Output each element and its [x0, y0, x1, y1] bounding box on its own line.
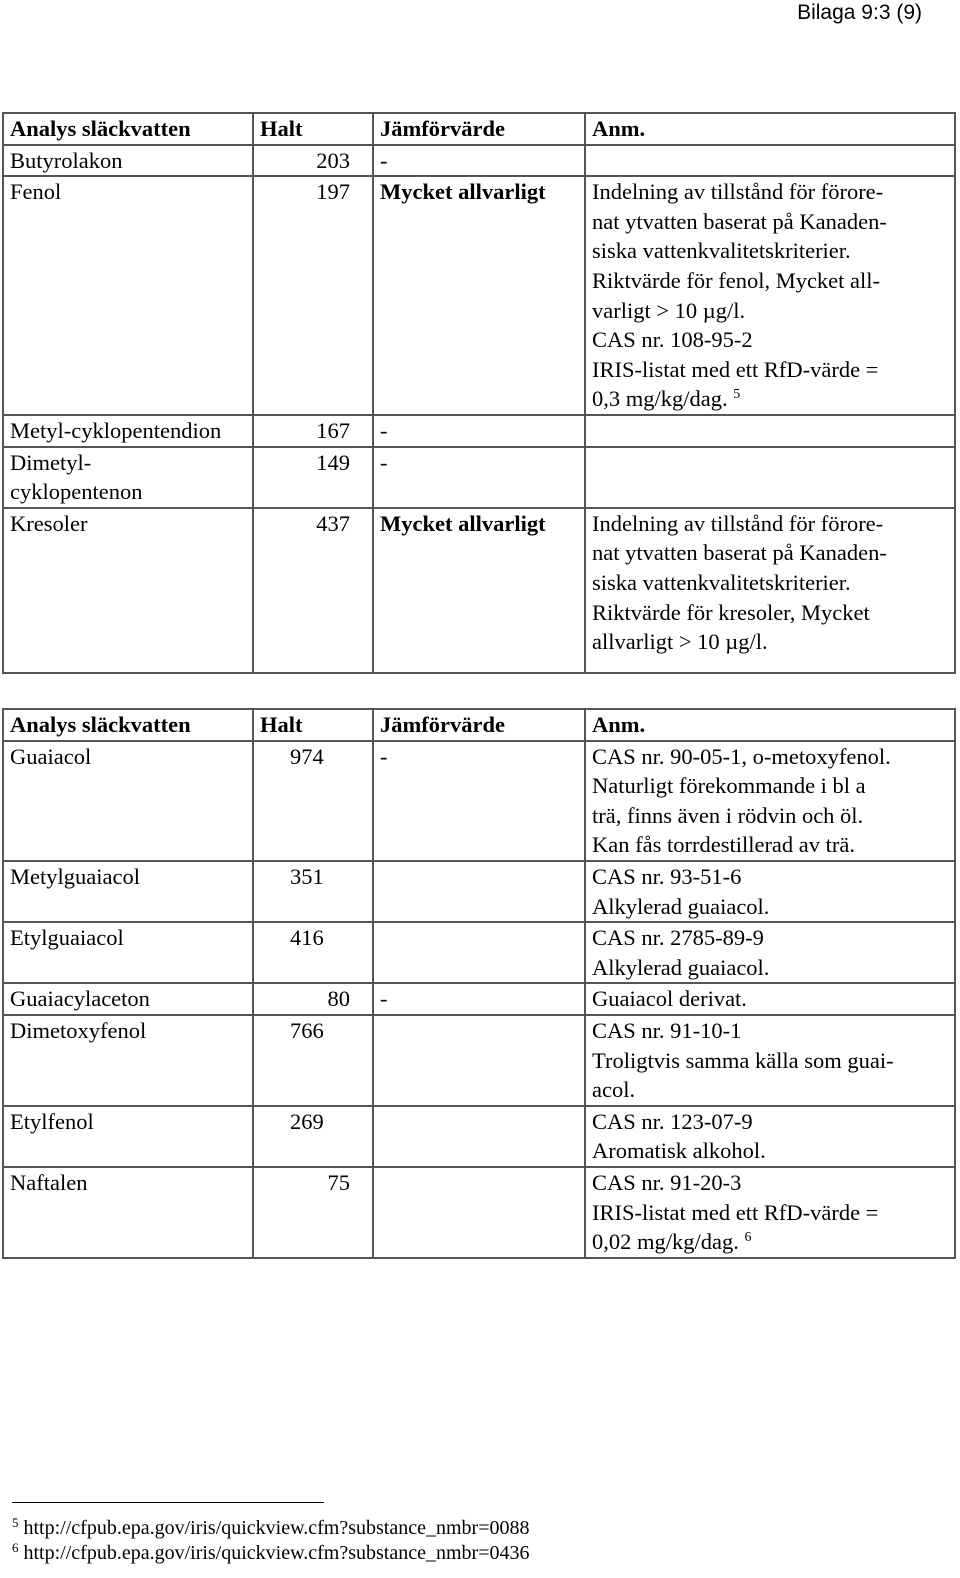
header-anm: Anm. [585, 113, 955, 145]
anm-line: Alkylerad guaiacol. [592, 954, 770, 980]
table-row [3, 508, 955, 673]
jamforvarde-cell [373, 1167, 585, 1258]
table-row [3, 447, 955, 508]
analys-cell: Fenol [3, 176, 253, 415]
anm-line: CAS nr. 91-10-1 [592, 1017, 742, 1043]
anm-cell [585, 176, 955, 415]
analys-cell: Butyrolakon [3, 145, 253, 177]
anm-cell [585, 508, 955, 673]
table-header-row [3, 709, 955, 741]
analys-cell [3, 447, 253, 508]
analysis-table-2 [2, 708, 956, 1259]
table-row [3, 1106, 955, 1167]
anm-cell [585, 1167, 955, 1258]
jamforvarde-cell: - [373, 983, 585, 1015]
anm-line: acol. [592, 1077, 636, 1103]
footnote-number: 5 [12, 1515, 19, 1530]
footnote [12, 1541, 529, 1565]
anm-line: nat ytvatten baserat på Kanaden- [592, 208, 887, 234]
header-jamforvarde: Jämförvärde [373, 113, 585, 145]
anm-line: siska vattenkvalitetskriterier. [592, 238, 851, 264]
table-row [3, 741, 955, 861]
halt-cell: 203 [253, 145, 373, 177]
header-halt: Halt [253, 113, 373, 145]
footnote-separator [12, 1502, 324, 1503]
header-anm: Anm. [585, 709, 955, 741]
anm-line: CAS nr. 108-95-2 [592, 327, 753, 353]
table-row [3, 415, 955, 447]
anm-line: varligt > 10 µg/l. [592, 297, 746, 323]
jamforvarde-cell: Mycket allvarligt [373, 508, 585, 673]
analys-cell: Naftalen [3, 1167, 253, 1258]
analys-cell: Metylguaiacol [3, 861, 253, 922]
halt-cell: 197 [253, 176, 373, 415]
halt-cell: 167 [253, 415, 373, 447]
anm-line: CAS nr. 2785-89-9 [592, 925, 764, 951]
footnote-ref[interactable]: 6 [744, 1230, 752, 1246]
analys-cell: Metyl-cyklopentendion [3, 415, 253, 447]
analys-cell: Dimetoxyfenol [3, 1015, 253, 1106]
anm-line: Indelning av tillstånd för förore- [592, 510, 884, 536]
footnote [12, 1516, 529, 1540]
table-row [3, 922, 955, 983]
anm-cell [585, 1106, 955, 1167]
table-row [3, 176, 955, 415]
jamforvarde-cell: - [373, 741, 585, 861]
footnote-link[interactable]: http://cfpub.epa.gov/iris/quickview.cfm?substance_nmbr=0088 [23, 1517, 530, 1539]
halt-cell: 974 [253, 741, 373, 861]
analys-line: cyklopentenon [10, 479, 143, 505]
anm-cell [585, 1015, 955, 1106]
anm-line [592, 384, 954, 414]
anm-line: Alkylerad guaiacol. [592, 893, 770, 919]
header-analys: Analys släckvatten [3, 709, 253, 741]
anm-line: Indelning av tillstånd för förore- [592, 179, 884, 205]
analys-line: Dimetyl- [10, 449, 92, 475]
anm-line: IRIS-listat med ett RfD-värde = [592, 1199, 879, 1225]
anm-line: trä, finns även i rödvin och öl. [592, 802, 864, 828]
anm-cell [585, 983, 955, 1015]
analys-cell: Kresoler [3, 508, 253, 673]
anm-line: Kan fås torrdestillerad av trä. [592, 832, 856, 858]
table-row [3, 861, 955, 922]
anm-cell [585, 741, 955, 861]
jamforvarde-cell: - [373, 447, 585, 508]
anm-line: CAS nr. 123-07-9 [592, 1108, 753, 1134]
anm-line: Riktvärde för fenol, Mycket all- [592, 267, 881, 293]
jamforvarde-cell [373, 861, 585, 922]
anm-line: allvarligt > 10 µg/l. [592, 629, 768, 655]
anm-cell [585, 145, 955, 177]
anm-line: CAS nr. 91-20-3 [592, 1169, 742, 1195]
anm-line: CAS nr. 90-05-1, o-metoxyfenol. [592, 743, 891, 769]
halt-cell: 269 [253, 1106, 373, 1167]
halt-cell: 416 [253, 922, 373, 983]
jamforvarde-cell [373, 1106, 585, 1167]
footnote-link[interactable]: http://cfpub.epa.gov/iris/quickview.cfm?substance_nmbr=0436 [23, 1542, 530, 1564]
anm-line: IRIS-listat med ett RfD-värde = [592, 356, 879, 382]
table-header-row [3, 113, 955, 145]
header-halt: Halt [253, 709, 373, 741]
halt-cell: 766 [253, 1015, 373, 1106]
anm-line: Riktvärde för kresoler, Mycket [592, 599, 870, 625]
jamforvarde-cell: - [373, 145, 585, 177]
anm-cell [585, 447, 955, 508]
anm-text: 0,02 mg/kg/dag. [592, 1229, 739, 1255]
jamforvarde-cell [373, 1015, 585, 1106]
page-label: Bilaga 9:3 (9) [797, 1, 922, 24]
anm-cell [585, 861, 955, 922]
analys-cell: Etylfenol [3, 1106, 253, 1167]
anm-line: CAS nr. 93-51-6 [592, 863, 742, 889]
footnote-number: 6 [12, 1540, 19, 1555]
analys-cell: Guaiacol [3, 741, 253, 861]
table-row [3, 1015, 955, 1106]
analys-cell: Etylguaiacol [3, 922, 253, 983]
anm-line: Aromatisk alkohol. [592, 1138, 766, 1164]
anm-line [592, 1227, 954, 1257]
anm-line: siska vattenkvalitetskriterier. [592, 569, 851, 595]
anm-line: Guaiacol derivat. [592, 986, 747, 1012]
jamforvarde-cell [373, 922, 585, 983]
footnote-ref[interactable]: 5 [733, 387, 741, 403]
header-jamforvarde: Jämförvärde [373, 709, 585, 741]
table-row [3, 145, 955, 177]
anm-text: 0,3 mg/kg/dag. [592, 386, 728, 412]
analysis-table-1 [2, 112, 956, 674]
halt-cell: 75 [253, 1167, 373, 1258]
table-row [3, 1167, 955, 1258]
halt-cell: 149 [253, 447, 373, 508]
anm-cell [585, 415, 955, 447]
anm-line: Naturligt förekommande i bl a [592, 773, 866, 799]
analys-cell: Guaiacylaceton [3, 983, 253, 1015]
jamforvarde-cell: Mycket allvarligt [373, 176, 585, 415]
halt-cell: 80 [253, 983, 373, 1015]
anm-line: nat ytvatten baserat på Kanaden- [592, 540, 887, 566]
anm-cell [585, 922, 955, 983]
anm-line: Troligtvis samma källa som guai- [592, 1047, 894, 1073]
header-analys: Analys släckvatten [3, 113, 253, 145]
jamforvarde-cell: - [373, 415, 585, 447]
halt-cell: 351 [253, 861, 373, 922]
halt-cell: 437 [253, 508, 373, 673]
table-row [3, 983, 955, 1015]
